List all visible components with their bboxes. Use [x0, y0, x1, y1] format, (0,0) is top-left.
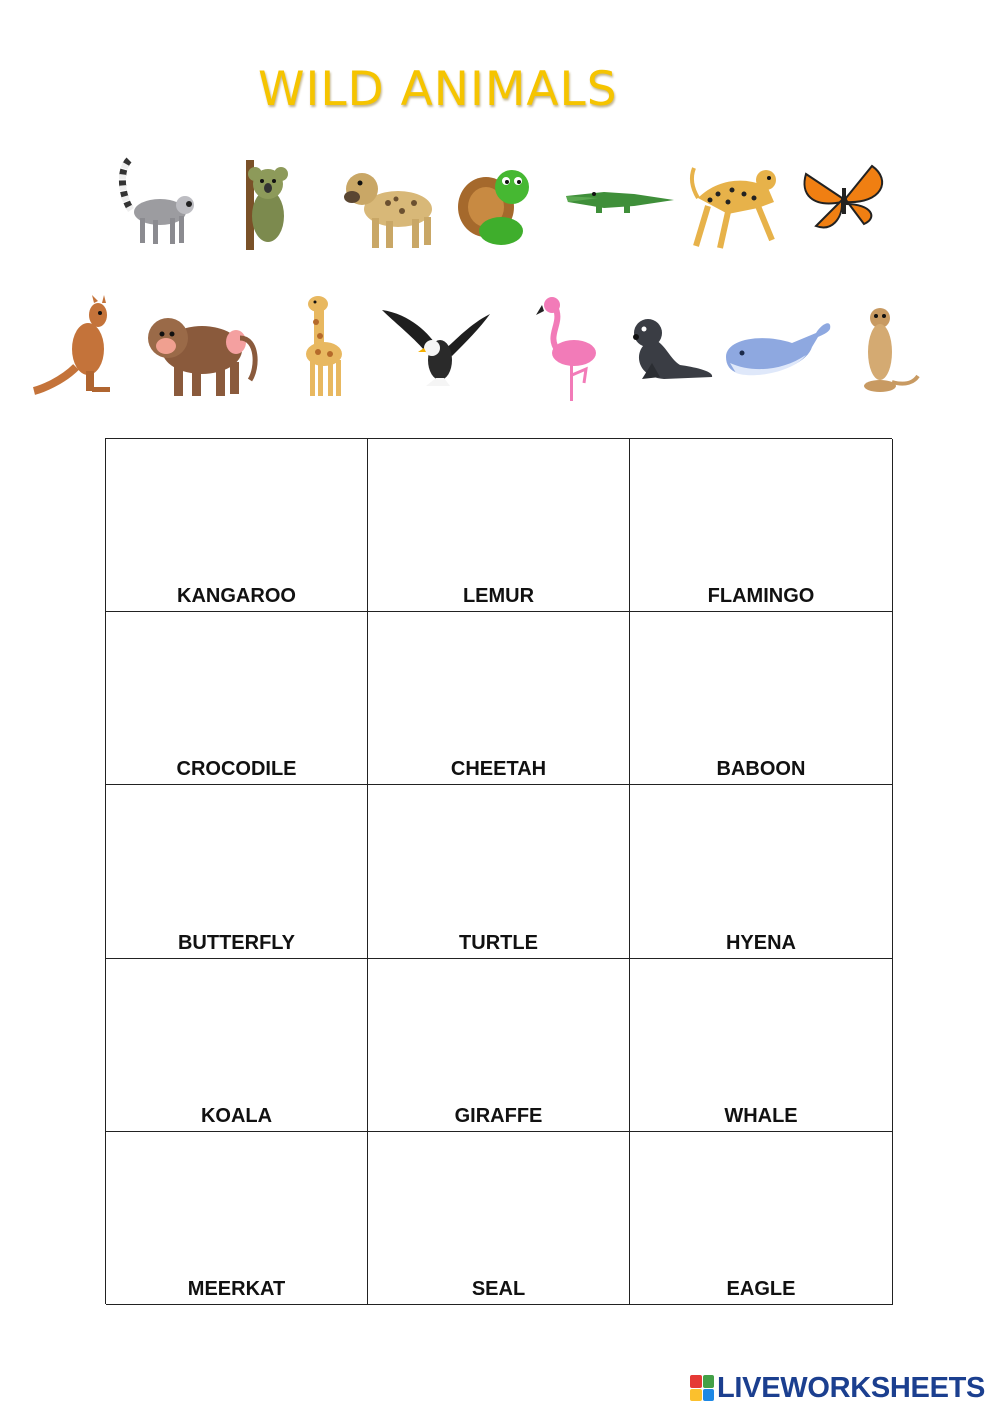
cell-label: BUTTERFLY — [177, 931, 296, 954]
liveworksheets-logo-icon — [690, 1375, 714, 1401]
seal-image[interactable] — [624, 315, 716, 385]
grid-cell[interactable] — [368, 439, 630, 612]
koala-image[interactable] — [238, 160, 294, 250]
grid-cell[interactable] — [368, 1132, 630, 1305]
grid-cell[interactable] — [106, 959, 368, 1132]
cell-label: BABOON — [716, 758, 806, 781]
grid-cell[interactable] — [106, 785, 368, 958]
giraffe-image[interactable] — [298, 292, 350, 398]
cell-label: KANGAROO — [177, 585, 296, 608]
whale-image[interactable] — [722, 313, 834, 383]
cell-label: EAGLE — [726, 1277, 796, 1300]
cell-label: GIRAFFE — [454, 1104, 543, 1127]
cell-label: FLAMINGO — [707, 585, 815, 608]
cell-label: WHALE — [724, 1104, 798, 1127]
grid-cell[interactable] — [106, 439, 368, 612]
grid-cell[interactable] — [630, 1132, 893, 1305]
kangaroo-image[interactable] — [32, 297, 112, 395]
cell-label: CHEETAH — [450, 758, 547, 781]
grid-cell[interactable] — [630, 785, 893, 958]
baboon-image[interactable] — [142, 308, 260, 400]
eagle-image[interactable] — [380, 304, 492, 388]
lemur-image[interactable] — [115, 150, 200, 248]
grid-cell[interactable] — [106, 612, 368, 785]
cell-label: TURTLE — [459, 931, 538, 954]
hyena-image[interactable] — [340, 163, 442, 251]
grid-cell[interactable] — [368, 612, 630, 785]
page-title: WILD ANIMALS — [258, 62, 618, 117]
cheetah-image[interactable] — [688, 158, 778, 250]
grid-cell[interactable] — [368, 785, 630, 958]
grid-cell[interactable] — [630, 439, 893, 612]
crocodile-image[interactable] — [564, 186, 676, 216]
cell-label: SEAL — [471, 1277, 526, 1300]
brand-text: LIVEWORKSHEETS — [717, 1371, 986, 1404]
cell-label: MEERKAT — [187, 1277, 286, 1300]
flamingo-image[interactable] — [536, 295, 606, 403]
meerkat-image[interactable] — [856, 306, 920, 396]
turtle-image[interactable] — [456, 165, 534, 249]
grid-cell[interactable] — [630, 612, 893, 785]
grid-cell[interactable] — [368, 959, 630, 1132]
cell-label: HYENA — [725, 931, 796, 954]
animal-labels-grid — [105, 438, 892, 1304]
grid-cell[interactable] — [106, 1132, 368, 1305]
cell-label: KOALA — [200, 1104, 273, 1127]
liveworksheets-brand — [690, 1373, 985, 1403]
cell-label: LEMUR — [462, 585, 535, 608]
cell-label: CROCODILE — [176, 758, 297, 781]
grid-cell[interactable] — [630, 959, 893, 1132]
butterfly-image[interactable] — [802, 164, 886, 232]
